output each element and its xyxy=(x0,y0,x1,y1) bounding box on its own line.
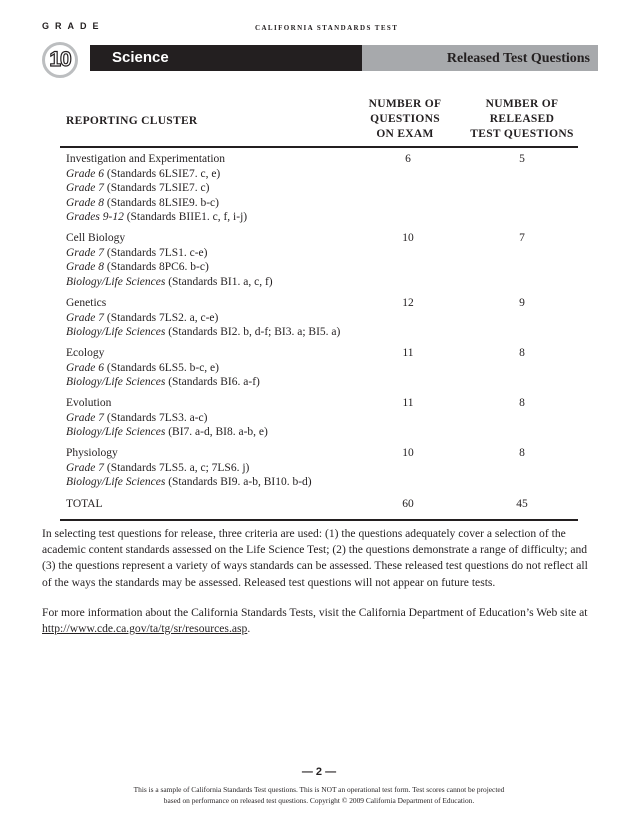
column-header-exam-line: ON EXAM xyxy=(376,128,434,140)
standard-line: Grade 7 (Standards 7LSIE7. c) xyxy=(66,182,210,195)
standard-line: Grade 7 (Standards 7LS3. a-c) xyxy=(66,411,208,424)
exam-count: 10 xyxy=(402,232,414,244)
column-header-exam-line: NUMBER OF xyxy=(368,98,442,110)
standard-line: Grade 8 (Standards 8PC6. b-c) xyxy=(66,261,209,274)
standard-line: Biology/Life Sciences (BI7. a-d, BI8. a-b, e) xyxy=(66,426,268,439)
standard-line: Grade 7 (Standards 7LS2. a, c-e) xyxy=(66,311,219,324)
standard-line: Grades 9-12 (Standards BIIE1. c, f, i-j) xyxy=(66,211,248,224)
cluster-name: Cell Biology xyxy=(66,232,126,244)
standard-line: Grade 7 (Standards 7LS1. c-e) xyxy=(66,246,208,259)
exam-count: 12 xyxy=(402,297,414,309)
table-row xyxy=(66,296,578,340)
table-row xyxy=(66,396,578,440)
more-info-paragraph xyxy=(42,605,598,637)
released-count: 8 xyxy=(519,447,525,459)
column-header-released-line: NUMBER OF xyxy=(485,98,559,110)
grade-label: GRADE xyxy=(42,21,105,31)
standard-line: Biology/Life Sciences (Standards BI6. a-f) xyxy=(66,376,260,389)
cluster-name: Genetics xyxy=(66,297,107,309)
column-header-released-line: TEST QUESTIONS xyxy=(470,128,574,140)
total-row xyxy=(66,497,578,512)
table-row xyxy=(66,231,578,289)
table-row xyxy=(66,152,578,225)
released-count: 8 xyxy=(519,347,525,359)
cluster-name: Evolution xyxy=(66,397,112,409)
exam-count: 11 xyxy=(402,347,414,359)
exam-count: 11 xyxy=(402,397,414,409)
cluster-name: Physiology xyxy=(66,447,118,459)
test-name: CALIFORNIA STANDARDS TEST xyxy=(255,24,399,32)
footer-disclaimer xyxy=(0,784,638,806)
total-released-count: 45 xyxy=(516,498,528,510)
column-header-exam xyxy=(355,97,455,142)
standard-line: Grade 8 (Standards 8LSIE9. b-c) xyxy=(66,196,219,209)
column-header-cluster: REPORTING CLUSTER xyxy=(66,115,198,127)
page-number: — 2 — xyxy=(301,766,337,778)
table-bottom-rule xyxy=(60,519,578,521)
more-info-period: . xyxy=(247,622,251,636)
exam-count: 6 xyxy=(405,153,411,165)
standard-line: Biology/Life Sciences (Standards BI1. a, c, f) xyxy=(66,275,273,288)
cluster-name: Ecology xyxy=(66,347,105,359)
subject-title: Science xyxy=(112,49,169,66)
total-exam-count: 60 xyxy=(402,498,414,510)
column-header-exam-line: QUESTIONS xyxy=(370,113,440,125)
released-count: 9 xyxy=(519,297,525,309)
grade-number-badge: 10 xyxy=(42,42,78,78)
standard-line: Grade 7 (Standards 7LS5. a, c; 7LS6. j) xyxy=(66,461,250,474)
released-count: 8 xyxy=(519,397,525,409)
table-top-rule xyxy=(60,146,578,148)
released-count: 5 xyxy=(519,153,525,165)
standard-line: Grade 6 (Standards 6LSIE7. c, e) xyxy=(66,167,221,180)
header-bar xyxy=(42,45,598,71)
resources-link[interactable]: http://www.cde.ca.gov/ta/tg/sr/resources.asp xyxy=(42,622,248,636)
standard-line: Biology/Life Sciences (Standards BI2. b, d-f; BI3. a; BI5. a) xyxy=(66,326,341,339)
more-info-text: For more information about the California Standards Tests, visit the California Department of Education’s Web site at xyxy=(42,606,588,619)
section-title: Released Test Questions xyxy=(446,51,590,66)
total-label: TOTAL xyxy=(66,498,103,510)
standard-line: Grade 6 (Standards 6LS5. b-c, e) xyxy=(66,361,219,374)
column-header-released xyxy=(462,97,582,142)
footer-line: based on performance on released test questions. Copyright © 2009 California Department of Education. xyxy=(163,796,475,805)
cluster-name: Investigation and Experimentation xyxy=(66,153,226,165)
column-header-released-line: RELEASED xyxy=(489,113,555,125)
footer-line: This is a sample of California Standards Test questions. This is NOT an operational test form. Test scores cannot be projected xyxy=(133,785,505,794)
released-count: 7 xyxy=(519,232,525,244)
table-row xyxy=(66,346,578,390)
table-row xyxy=(66,446,578,490)
exam-count: 10 xyxy=(402,447,414,459)
release-criteria-paragraph: In selecting test questions for release, three criteria are used: (1) the questions adequately cover a selection of the academic content standards assessed on the Life Science Test; (2) the questions demonstrate a range of difficulty; and (3) the questions represent a variety of ways standards can be assessed. These released test questions do not reflect all of the ways the standards may be assessed. Released test questions will not appear on future tests. xyxy=(42,527,588,589)
standard-line: Biology/Life Sciences (Standards BI9. a-b, BI10. b-d) xyxy=(66,476,312,489)
